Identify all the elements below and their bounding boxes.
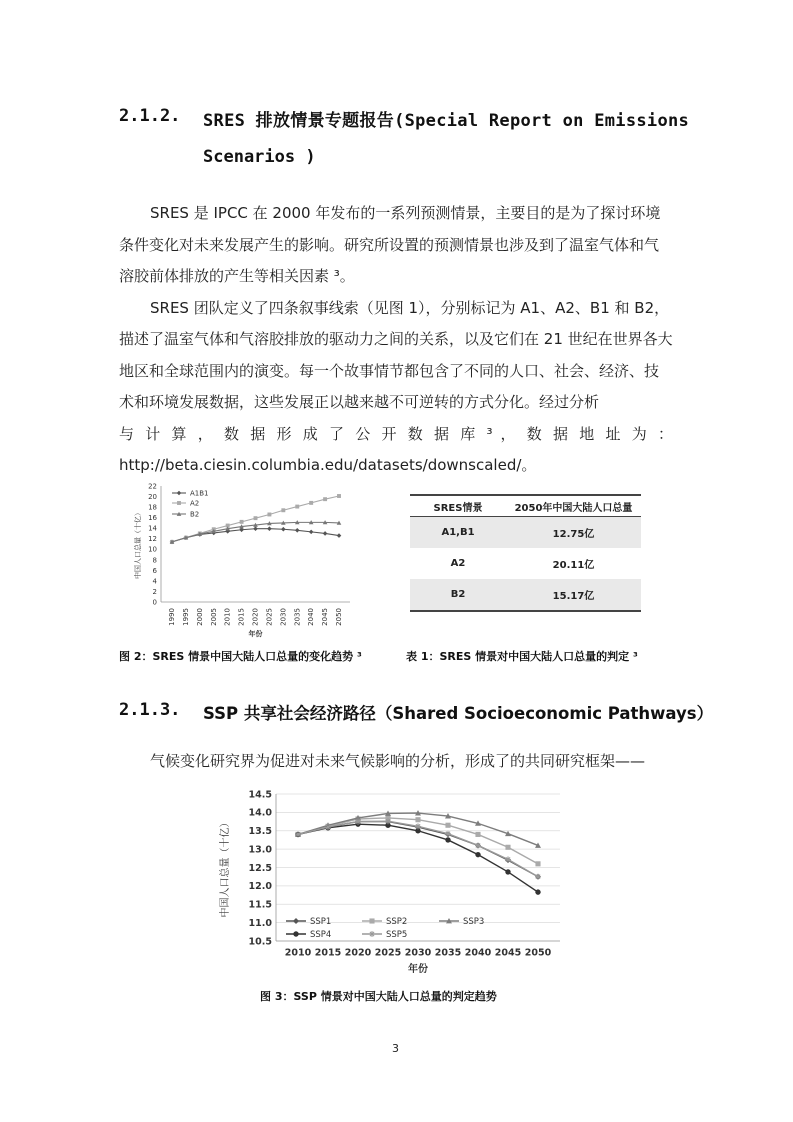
- table-cell: A1,B1: [410, 517, 506, 549]
- y-tick-label: 14.0: [248, 807, 272, 819]
- data-point: [415, 823, 421, 829]
- data-point: [267, 526, 272, 531]
- x-tick-label: 2020: [344, 947, 372, 959]
- x-tick-label: 2010: [223, 608, 232, 626]
- legend-item: [362, 930, 407, 940]
- body-text-2-1-2: [119, 198, 673, 482]
- y-tick-label: 6: [152, 566, 157, 575]
- x-tick-label: 2010: [284, 947, 312, 959]
- data-point: [535, 861, 540, 866]
- data-point: [355, 819, 361, 825]
- legend-marker: [369, 931, 375, 937]
- data-point: [281, 508, 285, 512]
- data-point: [281, 527, 286, 532]
- data-point: [475, 832, 480, 837]
- section-title-line2: Scenarios ): [203, 147, 316, 167]
- sres-population-chart: [130, 480, 360, 642]
- table-header-row: [410, 495, 641, 517]
- data-point: [309, 501, 313, 505]
- data-point: [337, 533, 342, 538]
- legend-label: SSP1: [310, 916, 332, 927]
- data-point: [505, 845, 510, 850]
- y-tick-label: 14.5: [248, 789, 272, 801]
- x-tick-label: 2035: [434, 947, 462, 959]
- x-tick-label: 2050: [335, 608, 343, 626]
- series-line: [298, 824, 538, 892]
- section-title-line1: SRES 排放情景专题报告(Special Report on Emissions: [203, 111, 690, 131]
- x-tick-label: 2045: [321, 608, 330, 626]
- y-tick-label: 18: [148, 503, 157, 512]
- data-point: [535, 874, 541, 880]
- legend-marker: [177, 501, 181, 505]
- data-point: [475, 842, 481, 848]
- data-point: [267, 513, 271, 517]
- table-cell: 12.75亿: [506, 517, 641, 549]
- data-point: [295, 505, 299, 509]
- section-number: 2.1.2.: [119, 106, 181, 126]
- y-tick-label: 0: [152, 598, 157, 607]
- data-point: [295, 831, 301, 837]
- data-point: [323, 497, 327, 501]
- paragraph: SRES 团队定义了四条叙事线索（见图 1），分别标记为 A1、A2、B1 和 B2，描述了温室气体和气溶胶排放的驱动力之间的关系，以及它们在 21 世纪在世界各大地区和全球范围内的演变。每一个故事情节都包含了不同的人口、社会、经济、技术和环境发展数据，这些发展正以越来越不可逆转的方式分化。经过分析: [119, 298, 673, 411]
- x-tick-label: 2040: [464, 947, 492, 959]
- section-number: 2.1.3.: [119, 700, 181, 720]
- legend-label: B2: [190, 510, 200, 519]
- x-tick-label: 2045: [494, 947, 522, 959]
- y-tick-label: 2: [152, 587, 157, 596]
- legend-label: A2: [190, 499, 200, 508]
- legend-marker: [369, 918, 374, 923]
- x-axis-label: 年份: [408, 964, 428, 975]
- data-point: [253, 526, 258, 531]
- data-point: [535, 889, 540, 894]
- body-text-2-1-3: [119, 746, 673, 778]
- legend-item: [172, 499, 199, 507]
- y-axis-label: 中国人口总量（十亿）: [220, 817, 231, 918]
- figure3-caption: 图 3：SSP 情景对中国大陆人口总量的判定趋势: [260, 990, 497, 1003]
- legend-label: SSP2: [386, 916, 408, 927]
- legend-marker: [177, 491, 182, 496]
- ssp-population-chart: [210, 786, 570, 978]
- y-tick-label: 14: [148, 524, 157, 533]
- data-point: [445, 831, 451, 837]
- table-row: [410, 548, 641, 579]
- y-tick-label: 12.0: [248, 881, 272, 893]
- x-tick-label: 1990: [168, 608, 176, 626]
- data-point: [337, 494, 341, 498]
- table-cell: 20.11亿: [506, 548, 641, 579]
- table-header: 2050年中国大陆人口总量: [506, 495, 641, 517]
- x-axis-label: 年份: [248, 630, 263, 638]
- legend-marker: [293, 918, 299, 924]
- legend-label: SSP3: [463, 916, 485, 927]
- data-point: [445, 837, 450, 842]
- legend-label: A1B1: [190, 489, 209, 498]
- y-tick-label: 12.5: [248, 862, 272, 874]
- y-tick-label: 11.5: [248, 899, 272, 911]
- x-tick-label: 1995: [181, 608, 190, 626]
- data-point: [295, 528, 300, 533]
- table-row: [410, 579, 641, 611]
- data-point: [254, 516, 258, 520]
- data-point: [445, 823, 450, 828]
- legend-item: [286, 917, 331, 927]
- y-tick-label: 11.0: [248, 917, 272, 929]
- paragraph: 与 计 算 ， 数 据 形 成 了 公 开 数 据 库 ³ ， 数 据 地 址 为 ：: [119, 424, 673, 443]
- y-tick-label: 4: [152, 577, 157, 586]
- section-heading-2-1-2: [119, 106, 690, 176]
- x-tick-label: 2025: [374, 947, 402, 959]
- y-tick-label: 8: [152, 556, 157, 565]
- legend-item: [172, 489, 209, 497]
- y-tick-label: 12: [148, 535, 157, 544]
- data-point: [415, 817, 420, 822]
- data-point: [240, 520, 244, 524]
- x-tick-label: 2030: [404, 947, 432, 959]
- legend-item: [172, 510, 199, 518]
- data-point: [505, 869, 510, 874]
- legend-item: [439, 917, 484, 927]
- x-tick-label: 2015: [314, 947, 342, 959]
- data-point: [309, 530, 314, 535]
- figure2-caption: 图 2：SRES 情景中国大陆人口总量的变化趋势 ³: [119, 650, 362, 663]
- y-tick-label: 16: [148, 514, 157, 523]
- paragraph-url: http://beta.ciesin.columbia.edu/datasets/downscaled/。: [119, 456, 537, 474]
- x-tick-label: 2030: [279, 608, 288, 626]
- sres-table: [410, 494, 641, 612]
- x-tick-label: 2005: [209, 608, 218, 626]
- x-tick-label: 2020: [251, 608, 260, 626]
- page-number: 3: [392, 1042, 399, 1055]
- y-axis-label: 中国人口总量（十亿）: [134, 509, 142, 579]
- table-row: [410, 517, 641, 549]
- table1-caption: 表 1：SRES 情景对中国大陆人口总量的判定 ³: [406, 650, 638, 663]
- table-cell: B2: [410, 579, 506, 611]
- y-tick-label: 10: [148, 545, 157, 554]
- legend-marker: [293, 931, 298, 936]
- x-tick-label: 2035: [293, 608, 302, 626]
- y-tick-label: 10.5: [248, 936, 272, 948]
- y-tick-label: 13.0: [248, 844, 272, 856]
- legend-item: [286, 930, 331, 940]
- y-tick-label: 22: [148, 482, 157, 491]
- section-heading-2-1-3: [119, 700, 714, 724]
- section-title: SSP 共享社会经济路径（Shared Socioeconomic Pathways）: [203, 704, 714, 723]
- x-tick-label: 2025: [265, 608, 274, 626]
- data-point: [323, 531, 328, 536]
- legend-label: SSP5: [386, 929, 408, 940]
- x-tick-label: 2000: [195, 608, 204, 626]
- table-cell: 15.17亿: [506, 579, 641, 611]
- x-tick-label: 2015: [237, 608, 246, 626]
- table-header: SRES情景: [410, 495, 506, 517]
- paragraph: SRES 是 IPCC 在 2000 年发布的一系列预测情景，主要目的是为了探讨环境条件变化对未来发展产生的影响。研究所设置的预测情景也涉及到了温室气体和气溶胶前体排放的产生等相关因素 ³。: [119, 204, 661, 285]
- y-tick-label: 13.5: [248, 826, 272, 838]
- data-point: [325, 824, 331, 830]
- legend-label: SSP4: [310, 929, 332, 940]
- legend-item: [362, 917, 407, 927]
- y-tick-label: 20: [148, 492, 157, 501]
- paragraph: 气候变化研究界为促进对未来气候影响的分析，形成了的共同研究框架——: [150, 752, 646, 770]
- x-tick-label: 2050: [524, 947, 552, 959]
- table-cell: A2: [410, 548, 506, 579]
- data-point: [475, 852, 480, 857]
- data-point: [505, 856, 511, 862]
- x-tick-label: 2040: [307, 608, 316, 626]
- data-point: [385, 818, 391, 824]
